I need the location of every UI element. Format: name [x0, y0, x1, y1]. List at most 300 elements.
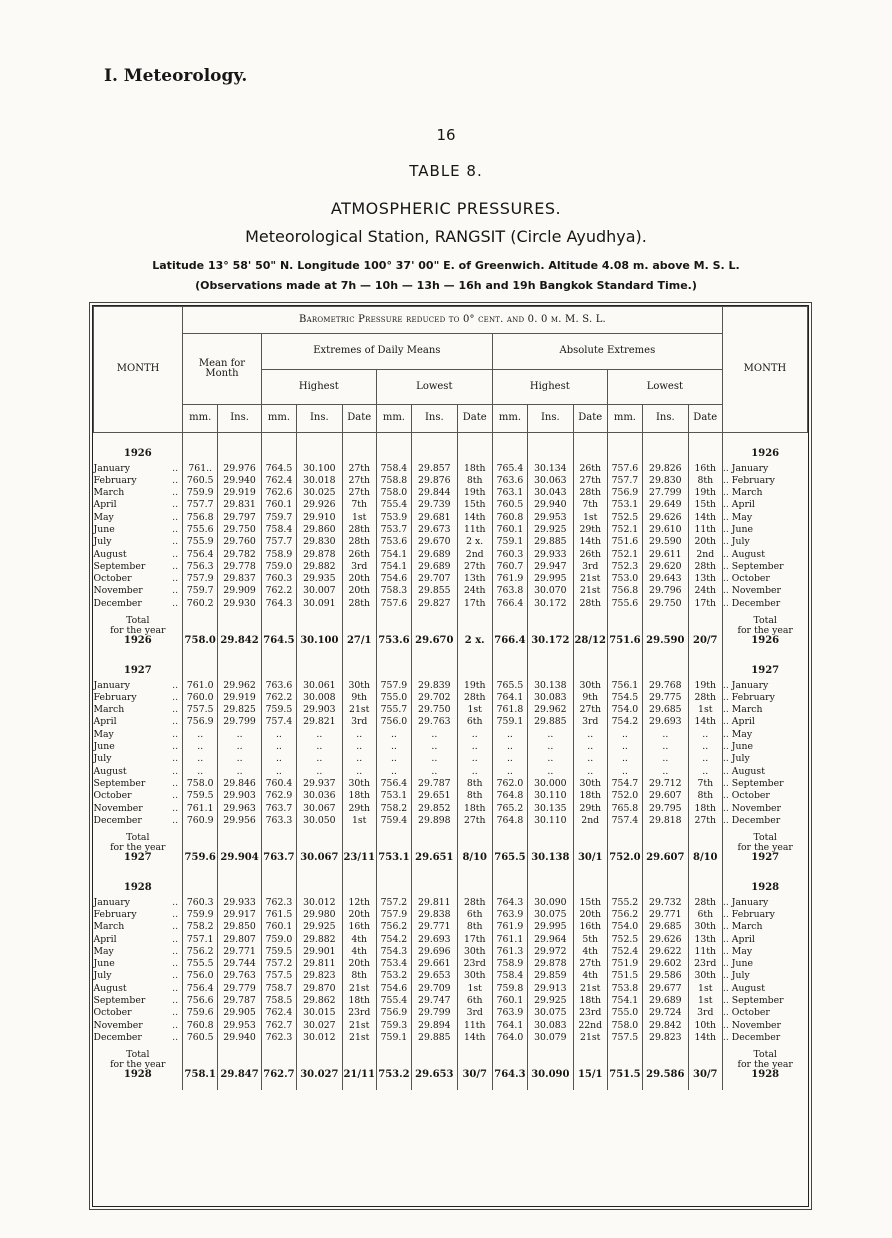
total-value-cell: 764.5 — [261, 611, 296, 656]
value-cell: 30.012 — [297, 1033, 343, 1045]
unit-header: mm. — [376, 405, 411, 433]
empty-cell — [183, 656, 218, 681]
month-name: November — [731, 1019, 781, 1031]
month-name: November — [93, 1019, 143, 1031]
value-cell: 758.3 — [376, 586, 411, 598]
total-value-cell: 29.651 — [412, 828, 458, 873]
total-value-cell: 29.904 — [218, 828, 262, 873]
value-cell: .. — [492, 767, 527, 779]
value-cell: 753.9 — [376, 513, 411, 525]
value-cell: .. — [261, 767, 296, 779]
value-cell: 764.3 — [492, 898, 527, 910]
value-cell: 21st — [573, 1033, 607, 1045]
value-cell: 29.732 — [643, 898, 689, 910]
empty-cell — [688, 439, 722, 464]
empty-cell — [607, 873, 642, 898]
value-cell: 1st — [457, 984, 492, 996]
value-cell: 1st — [342, 816, 376, 828]
month-label-left: January .. — [93, 896, 179, 908]
value-cell: 755.6 — [607, 599, 642, 611]
month-name: May — [731, 511, 753, 523]
value-cell: 29.885 — [528, 717, 574, 729]
value-cell: 757.7 — [261, 537, 296, 549]
value-cell: 761.1 — [183, 804, 218, 816]
value-cell: 3rd — [342, 717, 376, 729]
value-cell: 758.2 — [376, 804, 411, 816]
month-label-left: August .. — [93, 765, 179, 777]
month-label-left: May .. — [93, 945, 179, 957]
empty-cell — [528, 656, 574, 681]
empty-cell — [492, 439, 527, 464]
value-cell: .. — [688, 742, 722, 754]
value-cell: 758.4 — [376, 464, 411, 476]
value-cell: 6th — [457, 910, 492, 922]
empty-cell — [218, 439, 262, 464]
month-label-left: April .. — [93, 716, 179, 728]
total-value-cell: 763.7 — [261, 828, 296, 873]
value-cell: 29.702 — [412, 693, 458, 705]
value-cell: 29.799 — [218, 717, 262, 729]
unit-header: mm. — [607, 405, 642, 433]
value-cell: 30.000 — [528, 779, 574, 791]
total-value-cell: 751.6 — [607, 611, 642, 656]
total-label-line: Total — [126, 832, 150, 844]
value-cell: .. — [643, 754, 689, 766]
value-cell: 759.7 — [183, 586, 218, 598]
value-cell: 756.9 — [183, 717, 218, 729]
empty-cell — [688, 873, 722, 898]
value-cell: 756.9 — [376, 1008, 411, 1020]
value-cell: 1st — [573, 513, 607, 525]
table-row — [94, 586, 808, 598]
value-cell: 30.036 — [297, 791, 343, 803]
barometric-header: Barometric Pressure reduced to 0° cent. and 0. 0 m. M. S. L. — [183, 307, 723, 334]
value-cell: 27th — [342, 476, 376, 488]
value-cell: 763.6 — [492, 476, 527, 488]
month-label-left: February .. — [93, 908, 179, 920]
month-label-left: May .. — [93, 728, 179, 740]
value-cell: 8th — [688, 791, 722, 803]
value-cell: 757.4 — [607, 816, 642, 828]
value-cell: 29.876 — [412, 476, 458, 488]
value-cell: 30.134 — [528, 464, 574, 476]
year-heading-row — [94, 873, 808, 898]
value-cell: 755.5 — [183, 959, 218, 971]
month-label-right: .. May — [722, 947, 807, 959]
month-name: January — [93, 679, 130, 691]
value-cell: 29.940 — [218, 1033, 262, 1045]
value-cell: 15th — [457, 500, 492, 512]
value-cell: 23rd — [457, 959, 492, 971]
empty-cell — [643, 439, 689, 464]
value-cell: 1st — [688, 984, 722, 996]
value-cell: 757.7 — [607, 476, 642, 488]
value-cell: 759.1 — [492, 717, 527, 729]
total-value-cell: 2 x. — [457, 611, 492, 656]
value-cell: 758.9 — [261, 550, 296, 562]
value-cell: 757.5 — [261, 971, 296, 983]
value-cell: 762.3 — [261, 898, 296, 910]
value-cell: 29.797 — [218, 513, 262, 525]
total-value-cell: 758.0 — [183, 611, 218, 656]
total-value-cell: 27/1 — [342, 611, 376, 656]
value-cell: 753.8 — [607, 984, 642, 996]
empty-cell — [528, 439, 574, 464]
value-cell: 754.7 — [607, 779, 642, 791]
value-cell: 29th — [342, 804, 376, 816]
total-value-cell: 752.0 — [607, 828, 642, 873]
total-label-line: Total — [126, 1049, 150, 1061]
value-cell: 29.707 — [412, 574, 458, 586]
value-cell: 29.830 — [297, 537, 343, 549]
empty-cell — [261, 439, 296, 464]
value-cell: 29.933 — [218, 898, 262, 910]
month-name: January — [93, 896, 130, 908]
empty-cell — [342, 873, 376, 898]
value-cell: 29.693 — [643, 717, 689, 729]
value-cell: 20th — [342, 959, 376, 971]
month-label-right: .. May — [722, 513, 807, 525]
total-label-right — [722, 1045, 807, 1090]
value-cell: 29.910 — [297, 513, 343, 525]
value-cell: 764.8 — [492, 791, 527, 803]
value-cell: 760.2 — [183, 599, 218, 611]
value-cell: 30.015 — [297, 1008, 343, 1020]
value-cell: 29.778 — [218, 562, 262, 574]
value-cell: 757.2 — [376, 898, 411, 910]
value-cell: .. — [297, 754, 343, 766]
value-cell: 758.7 — [261, 984, 296, 996]
month-label-left: October .. — [93, 573, 179, 585]
value-cell: 753.1 — [607, 500, 642, 512]
value-cell: 29.878 — [528, 959, 574, 971]
value-cell: 760.8 — [183, 1021, 218, 1033]
value-cell: 2nd — [688, 550, 722, 562]
value-cell: 29.811 — [412, 898, 458, 910]
month-name: May — [731, 728, 753, 740]
empty-cell — [183, 439, 218, 464]
value-cell: 753.7 — [376, 525, 411, 537]
month-label-left: June .. — [93, 958, 179, 970]
value-cell: 757.7 — [183, 500, 218, 512]
value-cell: 29.750 — [412, 705, 458, 717]
month-label-right: .. December — [722, 599, 807, 611]
table-row — [94, 791, 808, 803]
month-label-left: March .. — [93, 487, 179, 499]
value-cell: 28th — [688, 562, 722, 574]
value-cell: .. — [342, 754, 376, 766]
value-cell: 29.903 — [297, 705, 343, 717]
value-cell: 29.649 — [643, 500, 689, 512]
value-cell: 29.995 — [528, 922, 574, 934]
value-cell: 30.007 — [297, 586, 343, 598]
value-cell: 29.689 — [412, 550, 458, 562]
value-cell: 29.823 — [297, 971, 343, 983]
value-cell: 765.5 — [492, 681, 527, 693]
value-cell: .. — [183, 742, 218, 754]
month-name: September — [93, 777, 146, 789]
value-cell: 29.787 — [218, 996, 262, 1008]
value-cell: 29.894 — [412, 1021, 458, 1033]
month-label-right: .. October — [722, 791, 807, 803]
value-cell: 15th — [688, 500, 722, 512]
month-name: February — [93, 908, 137, 920]
value-cell: 30.075 — [528, 910, 574, 922]
value-cell: 29.882 — [297, 935, 343, 947]
total-label-line: Total — [126, 615, 150, 627]
table-row — [94, 500, 808, 512]
value-cell: 29.799 — [412, 1008, 458, 1020]
value-cell: 6th — [688, 910, 722, 922]
value-cell: 30.043 — [528, 488, 574, 500]
value-cell: 23rd — [688, 959, 722, 971]
month-name: August — [731, 548, 765, 560]
month-name: December — [731, 814, 781, 826]
value-cell: 756.0 — [376, 717, 411, 729]
value-cell: 751.9 — [607, 959, 642, 971]
value-cell: 753.0 — [607, 574, 642, 586]
value-cell: 29.964 — [528, 935, 574, 947]
value-cell: 757.1 — [183, 935, 218, 947]
value-cell: 755.6 — [183, 525, 218, 537]
value-cell: 759.7 — [261, 513, 296, 525]
total-value-cell: 30.100 — [297, 611, 343, 656]
empty-cell — [412, 656, 458, 681]
value-cell: 29.842 — [643, 1021, 689, 1033]
running-head: I. Meteorology. — [104, 66, 248, 86]
value-cell: 20th — [342, 910, 376, 922]
value-cell: 29.795 — [643, 804, 689, 816]
value-cell: 759.1 — [376, 1033, 411, 1045]
total-row — [94, 1045, 808, 1090]
value-cell: 759.9 — [183, 910, 218, 922]
value-cell: 11th — [457, 525, 492, 537]
total-value-cell: 766.4 — [492, 611, 527, 656]
value-cell: .. — [342, 767, 376, 779]
table-row — [94, 599, 808, 611]
value-cell: 29.825 — [218, 705, 262, 717]
value-cell: 29.768 — [643, 681, 689, 693]
value-cell: 754.5 — [607, 693, 642, 705]
value-cell: 16th — [688, 464, 722, 476]
value-cell: 23rd — [342, 1008, 376, 1020]
value-cell: 758.5 — [261, 996, 296, 1008]
value-cell: 29.857 — [412, 464, 458, 476]
month-name: April — [731, 716, 755, 728]
value-cell: 28th — [457, 693, 492, 705]
month-label-right: .. July — [722, 754, 807, 766]
value-cell: 29.811 — [297, 959, 343, 971]
unit-header: Ins. — [643, 405, 689, 433]
month-name: March — [93, 704, 125, 716]
value-cell: .. — [457, 767, 492, 779]
total-label-line: Total — [753, 1049, 777, 1061]
value-cell: 759.0 — [261, 562, 296, 574]
table-row — [94, 971, 808, 983]
value-cell: 28th — [688, 693, 722, 705]
value-cell: 763.7 — [261, 804, 296, 816]
value-cell: 30.091 — [297, 599, 343, 611]
value-cell: 28th — [457, 898, 492, 910]
value-cell: 6th — [457, 996, 492, 1008]
total-label-left — [94, 1045, 183, 1090]
total-row — [94, 611, 808, 656]
total-value-cell: 753.1 — [376, 828, 411, 873]
month-name: July — [93, 536, 112, 548]
unit-header: mm. — [261, 405, 296, 433]
value-cell: 29.760 — [218, 537, 262, 549]
value-cell: 1st — [688, 996, 722, 1008]
value-cell: .. — [607, 754, 642, 766]
empty-cell — [492, 656, 527, 681]
value-cell: 756.8 — [607, 586, 642, 598]
value-cell: .. — [261, 754, 296, 766]
empty-cell — [607, 439, 642, 464]
month-label-right: .. March — [722, 922, 807, 934]
value-cell: 29.909 — [218, 586, 262, 598]
value-cell: 18th — [457, 804, 492, 816]
month-label-right: .. February — [722, 693, 807, 705]
value-cell: 758.8 — [376, 476, 411, 488]
empty-cell — [218, 873, 262, 898]
value-cell: 29.750 — [218, 525, 262, 537]
total-value-cell: 759.6 — [183, 828, 218, 873]
value-cell: .. — [218, 742, 262, 754]
value-cell: .. — [342, 730, 376, 742]
value-cell: 760.9 — [183, 816, 218, 828]
value-cell: .. — [297, 730, 343, 742]
value-cell: 18th — [457, 464, 492, 476]
total-label-left — [94, 611, 183, 656]
value-cell: 30.025 — [297, 488, 343, 500]
value-cell: 29.905 — [218, 1008, 262, 1020]
value-cell: 28th — [342, 599, 376, 611]
value-cell: 757.9 — [183, 574, 218, 586]
value-cell: 14th — [688, 513, 722, 525]
table-frame — [92, 305, 809, 1207]
value-cell: 761.1 — [492, 935, 527, 947]
value-cell: 4th — [342, 947, 376, 959]
value-cell: 759.3 — [376, 1021, 411, 1033]
value-cell: 29.838 — [412, 910, 458, 922]
value-cell: 29.962 — [528, 705, 574, 717]
value-cell: .. — [376, 754, 411, 766]
month-name: April — [731, 499, 755, 511]
value-cell: 29.620 — [643, 562, 689, 574]
value-cell: .. — [183, 730, 218, 742]
value-cell: 29.913 — [528, 984, 574, 996]
value-cell: 760.5 — [183, 1033, 218, 1045]
month-label-right: .. December — [722, 1033, 807, 1045]
month-name: October — [93, 1007, 132, 1019]
value-cell: 754.1 — [607, 996, 642, 1008]
value-cell: 30th — [457, 947, 492, 959]
value-cell: 20th — [342, 574, 376, 586]
value-cell: 29.651 — [412, 791, 458, 803]
value-cell: 759.5 — [261, 705, 296, 717]
value-cell: 29.870 — [297, 984, 343, 996]
month-label-left: June .. — [93, 741, 179, 753]
month-label-right: .. March — [722, 488, 807, 500]
value-cell: 30.012 — [297, 898, 343, 910]
value-cell: 762.4 — [261, 1008, 296, 1020]
total-year: 1927 — [123, 851, 152, 863]
value-cell: 761.5 — [261, 910, 296, 922]
month-name: July — [93, 753, 112, 765]
total-value-cell: 30.172 — [528, 611, 574, 656]
total-value-cell: 15/1 — [573, 1045, 607, 1090]
empty-cell — [573, 656, 607, 681]
value-cell: 759.6 — [183, 1008, 218, 1020]
value-cell: 21st — [342, 705, 376, 717]
table-row — [94, 1008, 808, 1020]
year-label-right: 1926 — [722, 439, 807, 464]
value-cell: 29.590 — [643, 537, 689, 549]
month-label-left: September .. — [93, 560, 179, 572]
value-cell: 754.0 — [607, 922, 642, 934]
value-cell: 29.696 — [412, 947, 458, 959]
page-number: 16 — [436, 126, 456, 144]
value-cell: 4th — [342, 935, 376, 947]
unit-header: Date — [342, 405, 376, 433]
month-name: November — [93, 802, 143, 814]
table-row — [94, 464, 808, 476]
value-cell: 763.3 — [261, 816, 296, 828]
value-cell: 29.972 — [528, 947, 574, 959]
value-cell: 29.937 — [297, 779, 343, 791]
month-name: November — [93, 585, 143, 597]
value-cell: 751.6 — [607, 537, 642, 549]
value-cell: 12th — [342, 898, 376, 910]
value-cell: .. — [183, 754, 218, 766]
value-cell: 11th — [457, 1021, 492, 1033]
daily-lowest-header: Lowest — [376, 369, 492, 405]
month-name: March — [731, 921, 763, 933]
value-cell: 8th — [457, 922, 492, 934]
value-cell: 17th — [457, 599, 492, 611]
value-cell: 29.653 — [412, 971, 458, 983]
value-cell: 29.611 — [643, 550, 689, 562]
total-value-cell: 753.6 — [376, 611, 411, 656]
table-row — [94, 935, 808, 947]
value-cell: 763.1 — [492, 488, 527, 500]
value-cell: 760.0 — [183, 693, 218, 705]
total-value-cell: 8/10 — [688, 828, 722, 873]
month-label-right: .. November — [722, 804, 807, 816]
value-cell: .. — [528, 767, 574, 779]
value-cell: 29th — [573, 804, 607, 816]
value-cell: 762.9 — [261, 791, 296, 803]
month-name: March — [93, 487, 125, 499]
observation-times: (Observations made at 7h — 10h — 13h — 16h and 19h Bangkok Standard Time.) — [195, 279, 697, 292]
value-cell: 29.925 — [528, 525, 574, 537]
empty-cell — [457, 656, 492, 681]
year-label-left: 1928 — [123, 882, 152, 894]
value-cell: 30.075 — [528, 1008, 574, 1020]
value-cell: 16th — [342, 922, 376, 934]
value-cell: 765.4 — [492, 464, 527, 476]
total-value-cell: 30.090 — [528, 1045, 574, 1090]
value-cell: 764.0 — [492, 1033, 527, 1045]
value-cell: 29.771 — [643, 910, 689, 922]
value-cell: .. — [218, 754, 262, 766]
value-cell: 27th — [573, 476, 607, 488]
empty-cell — [457, 439, 492, 464]
value-cell: 29.860 — [297, 525, 343, 537]
value-cell: 29.763 — [218, 971, 262, 983]
table-number: TABLE 8. — [409, 162, 483, 180]
month-name: September — [93, 995, 146, 1006]
